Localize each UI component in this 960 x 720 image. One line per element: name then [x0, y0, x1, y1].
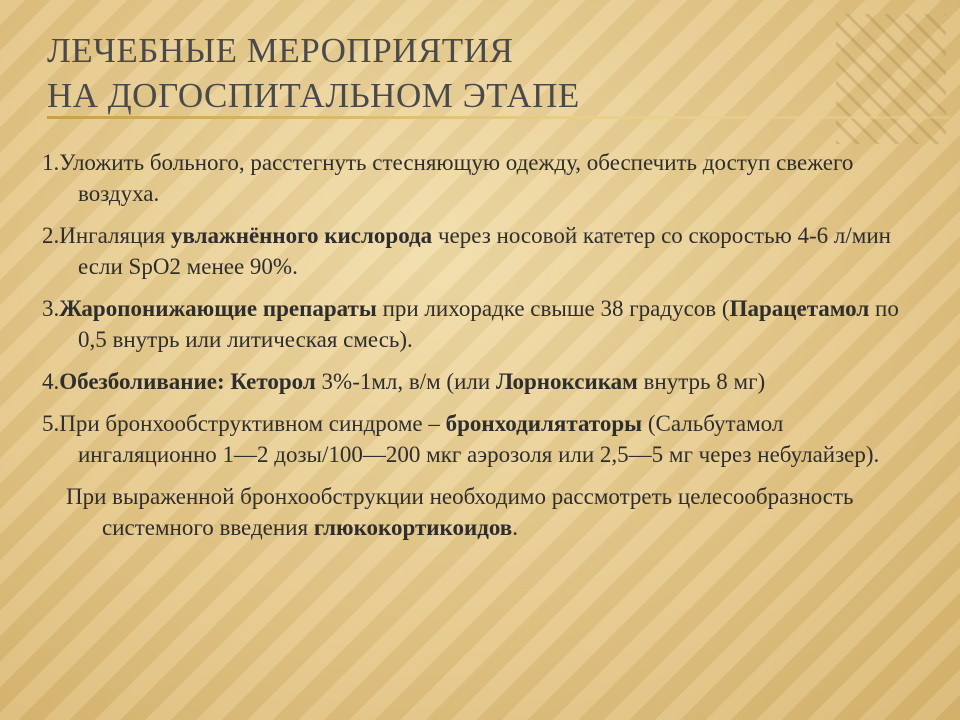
item-4-text-b: 3%-1мл, в/м (или	[315, 369, 496, 394]
item-3-text-a: 3.	[42, 296, 60, 321]
item-2-bold: увлажнённого кислорода	[171, 223, 433, 248]
list-item-4	[42, 366, 922, 397]
item-2-text-b: через носовой катетер со скоростью 4-6 л/мин если SpO2 менее 90%.	[78, 223, 891, 279]
item-3-bold-a: Жаропонижающие препараты	[59, 296, 377, 321]
note-text-a: При выраженной бронхообструкции необходимо рассмотреть целесообразность системного введения	[66, 484, 854, 540]
list-item-1	[42, 147, 922, 209]
item-3-text-b: при лихорадке свыше 38 градусов (	[376, 296, 730, 321]
item-5-bold: бронходилятаторы	[445, 411, 643, 436]
title-line-2: НА ДОГОСПИТАЛЬНОМ ЭТАПЕ	[47, 76, 580, 115]
list-item-3	[42, 293, 922, 355]
list-item-2	[42, 220, 922, 282]
list-item-5	[42, 408, 922, 470]
title-underline	[47, 116, 951, 119]
title-line-1: ЛЕЧЕБНЫЕ МЕРОПРИЯТИЯ	[47, 31, 514, 70]
item-5-text-b: (Сальбутамол ингаляционно 1—2 дозы/100—200 мкг аэрозоля или 2,5—5 мг через небулайзер).	[78, 411, 880, 467]
item-1-text: 1.Уложить больного, расстегнуть стесняющую одежду, обеспечить доступ свежего воздуха.	[42, 150, 854, 206]
slide-body	[42, 147, 922, 554]
item-4-bold-a: Обезболивание: Кеторол	[59, 369, 316, 394]
item-4-text-c: внутрь 8 мг)	[637, 369, 766, 394]
note-paragraph	[42, 481, 922, 543]
item-4-text-a: 4.	[42, 369, 60, 394]
item-2-text-a: 2.Ингаляция	[42, 223, 172, 248]
note-text-b: .	[512, 515, 518, 540]
slide-title	[47, 28, 927, 118]
note-bold: глюкокортикоидов	[313, 515, 513, 540]
item-3-bold-b: Парацетамол	[729, 296, 870, 321]
item-4-bold-b: Лорноксикам	[495, 369, 638, 394]
item-5-text-a: 5.При бронхообструктивном синдроме –	[42, 411, 446, 436]
item-3-text-c: по 0,5 внутрь или литическая смесь).	[78, 296, 899, 352]
